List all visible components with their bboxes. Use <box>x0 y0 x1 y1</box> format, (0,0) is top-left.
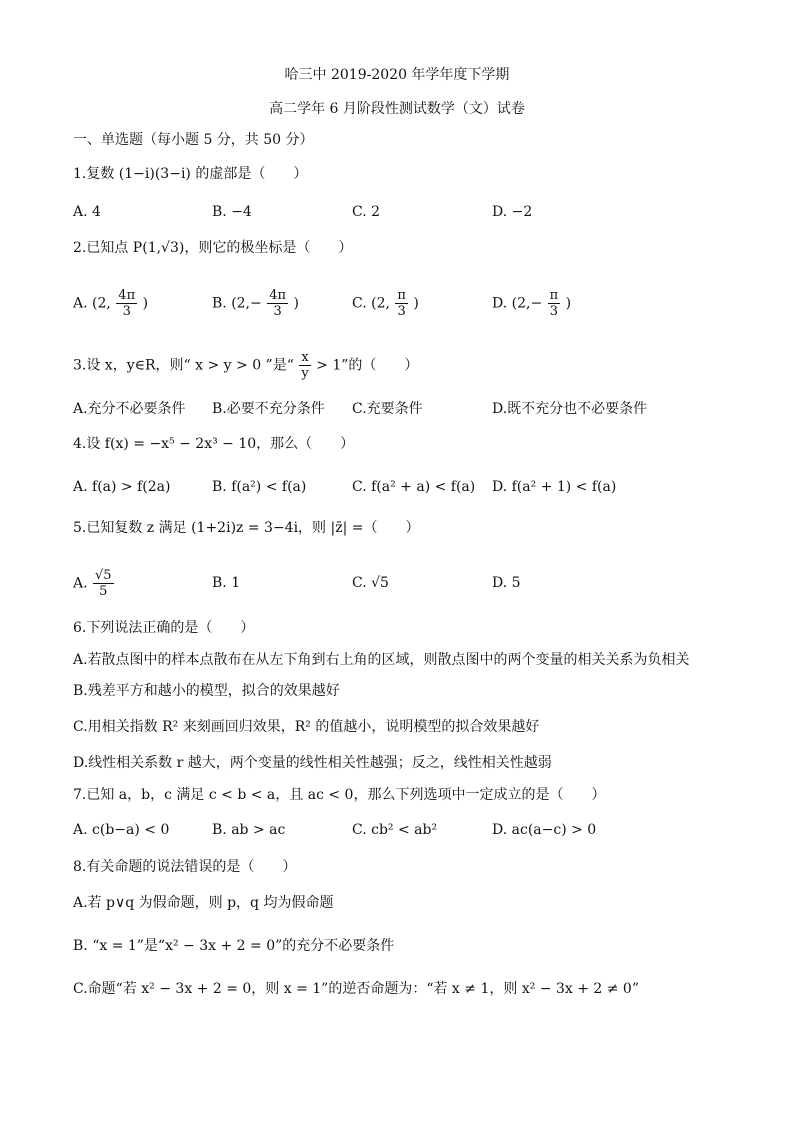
option-c: C. f(a² + a) < f(a) <box>352 479 476 495</box>
option-c: C. 2 <box>352 204 381 220</box>
question-8-option-c: C.命题“若 x² − 3x + 2 = 0，则 x = 1”的逆否命题为：“若 x ≠ 1，则 x² − 3x + 2 ≠ 0” <box>73 981 639 997</box>
exam-subtitle: 高二学年 6 月阶段性测试数学（文）试卷 <box>269 101 525 117</box>
option-d: D. 5 <box>492 575 521 591</box>
question-5-stem: 5.已知复数 z 满足 (1+2i)z = 3−4i，则 |z̄| =（ ） <box>73 520 420 536</box>
option-a <box>73 288 148 319</box>
option-a-prefix: A. (2, <box>73 295 111 312</box>
numerator: π <box>397 288 406 303</box>
option-a: A. c(b−a) < 0 <box>73 822 170 838</box>
question-8-stem: 8.有关命题的说法错误的是（ ） <box>73 859 297 875</box>
option-d: D.既不充分也不必要条件 <box>492 401 648 417</box>
option-a: A.充分不必要条件 <box>73 401 186 417</box>
question-7-stem: 7.已知 a，b，c 满足 c < b < a，且 ac < 0，那么下列选项中一定成立的是（ ） <box>73 787 606 803</box>
option-a <box>73 568 115 599</box>
option-a: A. f(a) > f(2a) <box>73 479 171 495</box>
numerator: 4π <box>118 288 136 303</box>
fraction <box>93 568 114 599</box>
option-b <box>212 288 299 319</box>
option-b: B. ab > ac <box>212 822 286 838</box>
fraction <box>395 288 408 319</box>
question-6-option-b: B.残差平方和越小的模型，拟合的效果越好 <box>73 683 340 699</box>
stem-suffix: > 1”的（ ） <box>316 357 419 374</box>
fraction <box>267 288 288 319</box>
denominator: 3 <box>122 304 131 319</box>
denominator: 3 <box>397 304 406 319</box>
question-6-option-a: A.若散点图中的样本点散布在从左下角到右上角的区域，则散点图中的两个变量的相关关系为负相关 <box>73 652 690 668</box>
fraction <box>548 288 561 319</box>
fraction <box>299 350 310 381</box>
option-c: C.充要条件 <box>352 401 423 417</box>
exam-title: 哈三中 2019-2020 年学年度下学期 <box>284 67 510 83</box>
option-b-suffix: ) <box>293 295 299 312</box>
question-6-stem: 6.下列说法正确的是（ ） <box>73 620 255 636</box>
option-b: B.必要不充分条件 <box>212 401 325 417</box>
question-6-option-c: C.用相关指数 R² 来刻画回归效果，R² 的值越小，说明模型的拟合效果越好 <box>73 719 540 735</box>
question-2-stem: 2.已知点 P(1,√3)，则它的极坐标是（ ） <box>73 240 353 256</box>
question-6-option-d: D.线性相关系数 r 越大，两个变量的线性相关性越强；反之，线性相关性越弱 <box>73 755 552 771</box>
denominator: y <box>301 366 309 381</box>
option-d: D. ac(a−c) > 0 <box>492 822 597 838</box>
stem-prefix: 3.设 x，y∈R，则“ x > y > 0 ”是“ <box>73 357 294 374</box>
option-d-suffix: ) <box>565 295 572 312</box>
option-b: B. −4 <box>212 204 252 220</box>
fraction <box>116 288 137 319</box>
option-c: C. √5 <box>352 575 389 591</box>
question-8-option-a: A.若 p∨q 为假命题，则 p，q 均为假命题 <box>73 895 334 911</box>
option-d: D. f(a² + 1) < f(a) <box>492 479 617 495</box>
question-3-stem <box>73 350 418 381</box>
option-c-prefix: C. (2, <box>352 295 390 312</box>
section-heading: 一、单选题（每小题 5 分，共 50 分） <box>73 132 314 148</box>
option-d <box>492 288 571 319</box>
option-c <box>352 288 419 319</box>
option-d-prefix: D. (2,− <box>492 295 543 312</box>
numerator: √5 <box>95 568 112 583</box>
denominator: 3 <box>273 304 282 319</box>
option-b: B. f(a²) < f(a) <box>212 479 307 495</box>
option-b: B. 1 <box>212 575 241 591</box>
numerator: x <box>301 350 309 365</box>
option-a: A. 4 <box>73 204 101 220</box>
numerator: 4π <box>269 288 287 303</box>
option-c: C. cb² < ab² <box>352 822 438 838</box>
question-1-stem: 1.复数 (1−i)(3−i) 的虚部是（ ） <box>73 166 308 182</box>
numerator: π <box>549 288 559 303</box>
option-a-prefix: A. <box>73 575 88 592</box>
option-d: D. −2 <box>492 204 533 220</box>
denominator: 5 <box>99 584 108 599</box>
denominator: 3 <box>549 304 559 319</box>
option-c-suffix: ) <box>413 295 419 312</box>
question-4-stem: 4.设 f(x) = −x⁵ − 2x³ − 10，那么（ ） <box>73 436 355 452</box>
option-b-prefix: B. (2,− <box>212 295 262 312</box>
option-a-suffix: ) <box>142 295 149 312</box>
question-8-option-b: B. “x = 1”是“x² − 3x + 2 = 0”的充分不必要条件 <box>73 938 395 954</box>
